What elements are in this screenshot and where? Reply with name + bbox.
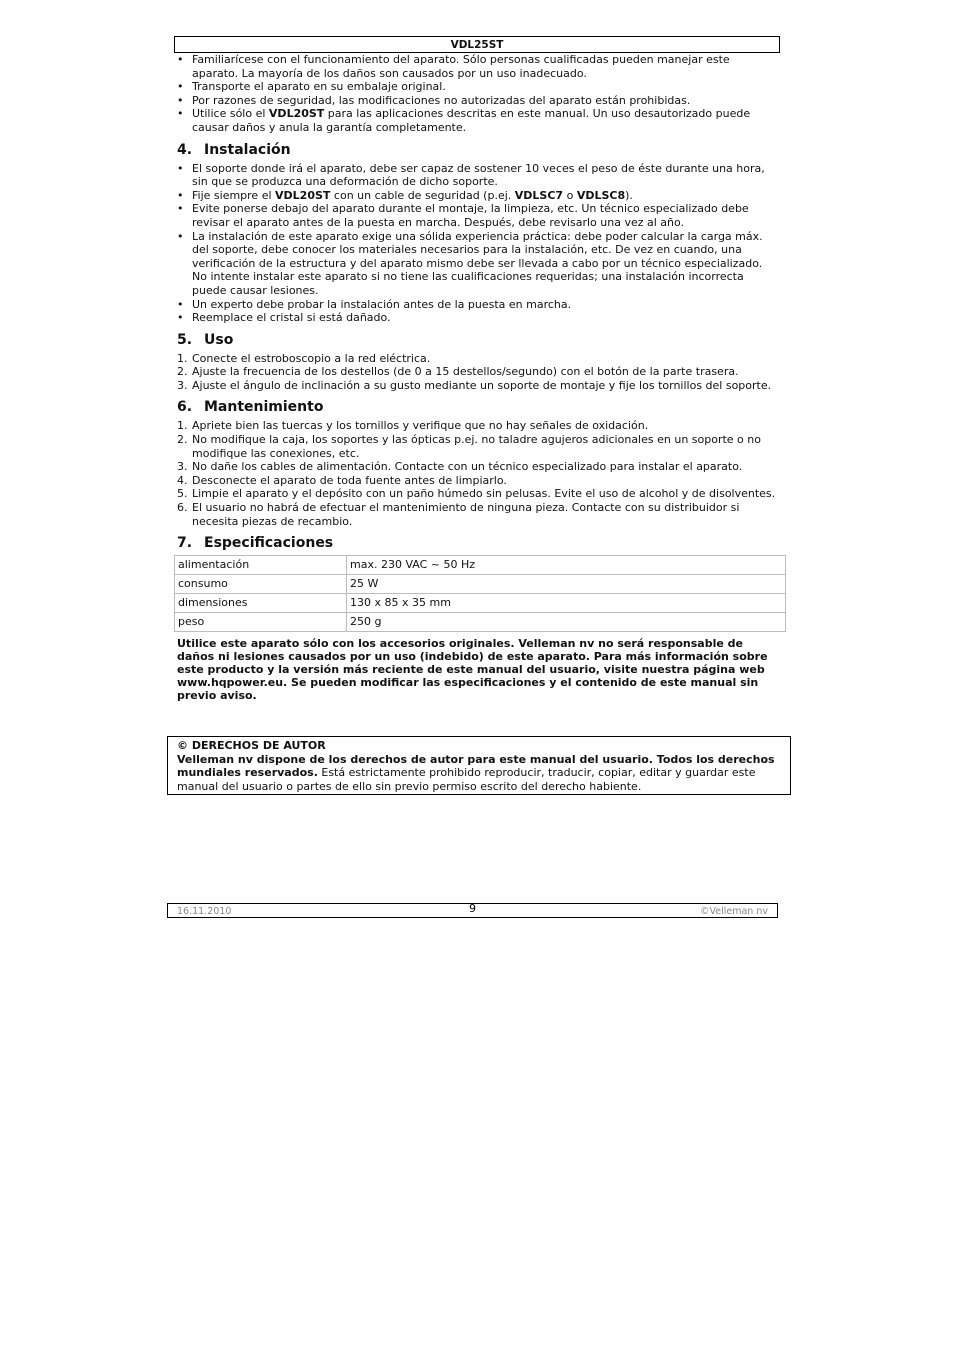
table-row xyxy=(175,575,786,594)
step-text: El usuario no habrá de efectuar el mantenimiento de ninguna pieza. Contacte con su distribuidor si necesita piezas de recambio. xyxy=(192,501,740,528)
section-number: 6. xyxy=(177,399,193,416)
step-number: 3. xyxy=(177,378,188,392)
text: ). xyxy=(625,188,633,202)
model-ref: VDL20ST xyxy=(268,107,325,121)
text: Fije siempre el xyxy=(192,188,276,202)
section-heading-maintenance xyxy=(177,399,777,415)
text: o xyxy=(563,188,577,202)
copyright-title: © DERECHOS DE AUTOR xyxy=(177,739,326,752)
step-number: 4. xyxy=(177,473,188,487)
step-number: 2. xyxy=(177,433,188,447)
section-number: 5. xyxy=(177,331,193,348)
list-item: • Reemplace el cristal si está dañado. xyxy=(177,311,777,325)
list-item: • Transporte el aparato en su embalaje original. xyxy=(177,80,777,94)
model-ref: VDLSC7 xyxy=(514,188,564,202)
copyright-bold-text: Velleman nv dispone de los derechos de autor para este manual del usuario. Todos los derechos mundiales reservados. xyxy=(177,752,775,780)
step-number: 1. xyxy=(177,351,188,365)
text: para las aplicaciones descritas en este manual. Un uso desautorizado puede causar daños y anula la garantía completamente. xyxy=(192,107,751,134)
spec-key: peso xyxy=(175,613,347,632)
footer-date: 16.11.2010 xyxy=(177,906,232,917)
copyright-body: Está estrictamente prohibido reproducir, traducir, copiar, editar y guardar este manual del usuario o partes de ello sin previo permiso escrito del derecho habiente. xyxy=(177,766,756,793)
step-text: Limpie el aparato y el depósito con un paño húmedo sin pelusas. Evite el uso de alcohol y de disolventes. xyxy=(192,487,776,501)
step-text: Apriete bien las tuercas y los tornillos y verifique que no hay señales de oxidación. xyxy=(192,419,649,433)
section-number: 4. xyxy=(177,141,193,158)
list-item xyxy=(177,487,777,501)
use-steps-list xyxy=(177,352,777,393)
model-ref: VDL20ST xyxy=(275,188,331,202)
list-item xyxy=(177,501,777,528)
list-item xyxy=(177,460,777,474)
step-text: Conecte el estroboscopio a la red eléctrica. xyxy=(192,351,431,365)
section-heading-use xyxy=(177,332,777,348)
specifications-table xyxy=(174,555,786,632)
list-item: • Evite ponerse debajo del aparato durante el montaje, la limpieza, etc. Un técnico especializado debe revisar el aparato antes de la puesta en marcha. Después, debe revisarlo una vez al año. xyxy=(177,202,777,229)
list-item: • La instalación de este aparato exige una sólida experiencia práctica: debe poder calcular la carga máx. del soporte, debe conocer los materiales necesarios para la instalación, etc. De vez en cuando, una verificación de la estructura y del aparato mismo debe ser llevada a cabo por un técnico especializado. No intente instalar este aparato si no tiene las cualificaciones requeridas; una instalación incorrecta puede causar lesiones. xyxy=(177,230,777,298)
list-item xyxy=(177,189,777,203)
section-title: Mantenimiento xyxy=(204,399,324,416)
step-number: 2. xyxy=(177,365,188,379)
model-ref: VDLSC8 xyxy=(576,188,626,202)
step-number: 5. xyxy=(177,487,188,501)
section-title: Especificaciones xyxy=(204,535,334,552)
section-heading-installation xyxy=(177,142,777,158)
list-item xyxy=(177,379,777,393)
step-text: Ajuste el ángulo de inclinación a su gusto mediante un soporte de montaje y fije los tornillos del soporte. xyxy=(192,378,772,392)
model-name: VDL25ST xyxy=(450,39,504,51)
maintenance-steps-list xyxy=(177,419,777,528)
list-item: • Un experto debe probar la instalación antes de la puesta en marcha. xyxy=(177,298,777,312)
list-item: • Familiarícese con el funcionamiento del aparato. Sólo personas cualificadas pueden manejar este aparato. La mayoría de los daños son causados por un uso inadecuado. xyxy=(177,53,777,80)
list-item xyxy=(177,107,777,134)
step-number: 3. xyxy=(177,460,188,474)
list-item xyxy=(177,419,777,433)
copyright-box xyxy=(167,736,791,795)
section-number: 7. xyxy=(177,535,193,552)
spec-value: 130 x 85 x 35 mm xyxy=(347,594,786,613)
step-text: Ajuste la frecuencia de los destellos (de 0 a 15 destellos/segundo) con el botón de la parte trasera. xyxy=(192,365,739,379)
list-item xyxy=(177,433,777,460)
accessories-notice: Utilice este aparato sólo con los accesorios originales. Velleman nv no será responsable de daños ni lesiones causados por un uso (indebido) de este aparato. Para más información sobre este producto y la versión más reciente de este manual del usuario, visite nuestra página web www.hqpower.eu. Se pueden modificar las especificaciones y el contenido de este manual sin previo aviso. xyxy=(177,637,768,703)
section-title: Instalación xyxy=(204,141,291,158)
table-row xyxy=(175,594,786,613)
spec-key: alimentación xyxy=(175,556,347,575)
step-text: No dañe los cables de alimentación. Contacte con un técnico especializado para instalar el aparato. xyxy=(192,460,743,474)
list-item: • Por razones de seguridad, las modificaciones no autorizadas del aparato están prohibidas. xyxy=(177,94,777,108)
intro-bullet-list xyxy=(177,53,777,135)
list-item: • El soporte donde irá el aparato, debe ser capaz de sostener 10 veces el peso de éste durante una hora, sin que se produzca una deformación de dicho soporte. xyxy=(177,162,777,189)
section-heading-specifications xyxy=(177,535,777,551)
page-footer xyxy=(167,903,778,918)
copyright-text xyxy=(177,753,785,794)
page-content xyxy=(177,53,777,702)
table-row xyxy=(175,613,786,632)
spec-value: 250 g xyxy=(347,613,786,632)
spec-key: dimensiones xyxy=(175,594,347,613)
list-item xyxy=(177,352,777,366)
step-number: 6. xyxy=(177,501,188,515)
installation-list xyxy=(177,162,777,325)
list-item xyxy=(177,365,777,379)
spec-value: max. 230 VAC ~ 50 Hz xyxy=(347,556,786,575)
list-item xyxy=(177,474,777,488)
step-text: Desconecte el aparato de toda fuente antes de limpiarlo. xyxy=(192,473,507,487)
page-number: 9 xyxy=(469,902,476,915)
text: con un cable de seguridad (p.ej. xyxy=(330,188,515,202)
text: Utilice sólo el xyxy=(192,107,269,121)
spec-key: consumo xyxy=(175,575,347,594)
spec-value: 25 W xyxy=(347,575,786,594)
page-header xyxy=(174,36,780,53)
footer-copyright: ©Velleman nv xyxy=(700,906,768,917)
step-text: No modifique la caja, los soportes y las ópticas p.ej. no taladre agujeros adicionales en un soporte o no modifique las conexiones, etc. xyxy=(192,433,761,460)
section-title: Uso xyxy=(204,331,234,348)
step-number: 1. xyxy=(177,419,188,433)
table-row xyxy=(175,556,786,575)
